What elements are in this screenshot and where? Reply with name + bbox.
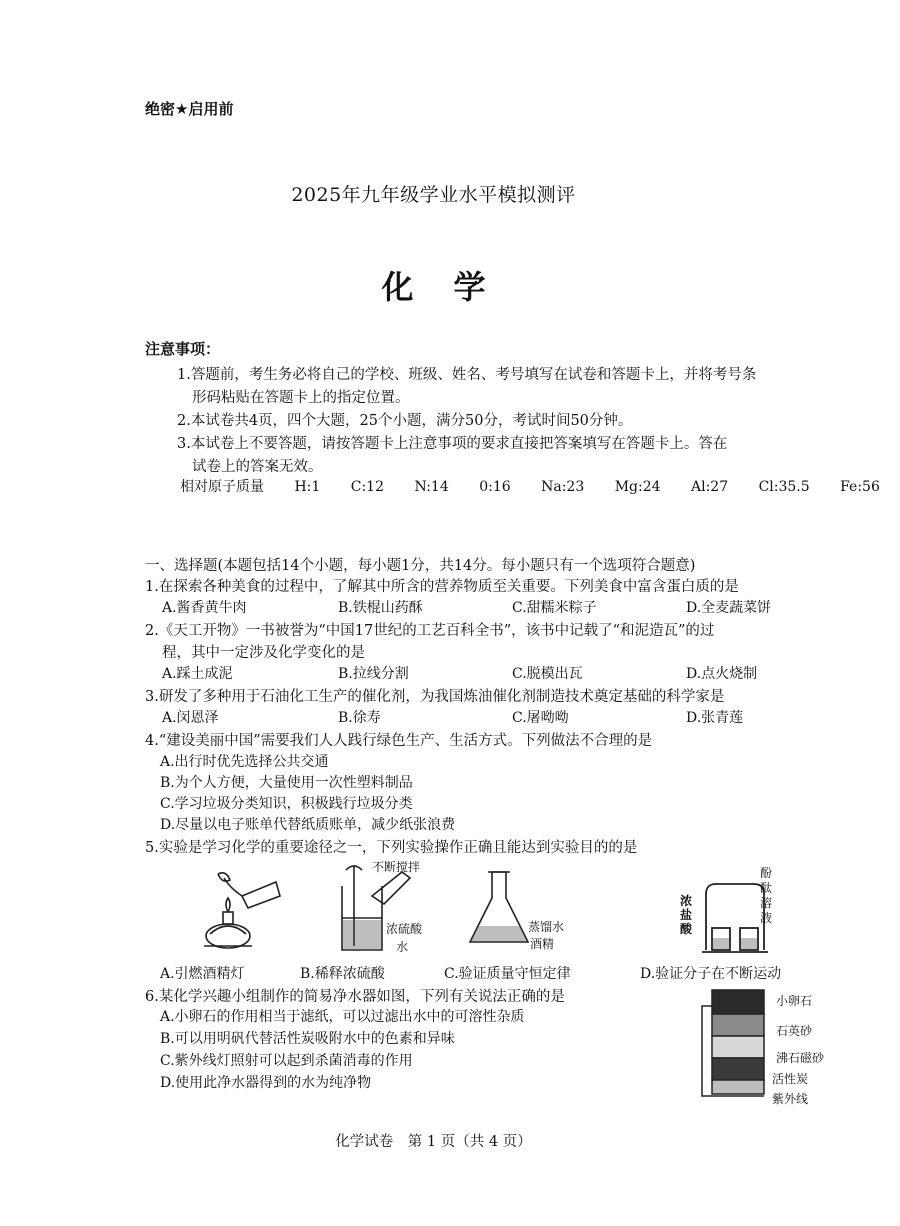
q4-option-d: D.尽量以电子账单代替纸质账单，减少纸张浪费 [160,817,456,833]
atomic-mass-h: H:1 [294,479,321,495]
q6-option-d: D.使用此净水器得到的水为纯净物 [160,1075,372,1091]
q3-option-d: D.张青莲 [686,710,744,726]
section-heading: 一、选择题(本题包括14个小题，每小题1分，共14分。每小题只有一个选项符合题意) [145,558,696,574]
q3-option-a: A.闵恩泽 [162,710,219,726]
figure-d-label-hcl: 浓盐酸 [680,894,693,936]
confidential-mark: 绝密★启用前 [145,100,234,118]
q4-stem: 4.“建设美丽中国”需要我们人人践行绿色生产、生活方式。下列做法不合理的是 [145,733,653,749]
figure-b-label-acid: 浓硫酸 [386,922,423,936]
q2-option-b: B.拉线分割 [338,666,409,682]
q5-option-d: D.验证分子在不断运动 [640,966,782,982]
atomic-mass-c: C:12 [350,479,384,495]
q2-stem-line2: 程，其中一定涉及化学变化的是 [162,645,365,661]
atomic-mass-n: N:14 [414,479,449,495]
figure-c-label-alcohol: 酒精 [530,937,555,951]
purifier-label-pebbles: 小卵石 [776,994,813,1008]
atomic-mass-o: 0:16 [479,479,511,495]
figure-d-label-phenol: 酚酞溶液 [760,866,773,925]
notes-heading: 注意事项： [145,340,221,358]
note-line-1: 1.答题前，考生务必将自己的学校、班级、姓名、考号填写在试卷和答题卡上，并将考号条 [177,367,757,383]
q6-option-a: A.小卵石的作用相当于滤纸，可以过滤出水中的可溶性杂质 [160,1009,525,1025]
atomic-mass-cl: Cl:35.5 [758,479,810,495]
q1-option-b: B.铁棍山药酥 [338,600,423,616]
note-line-3: 2.本试卷共4页，四个大题，25个小题，满分50分，考试时间50分钟。 [177,413,633,429]
subject-title: 化学 [381,268,526,306]
figure-c-label-distilled: 蒸馏水 [528,920,565,934]
purifier-label-uv: 紫外线 [772,1092,809,1106]
note-line-2: 形码粘贴在答题卡上的指定位置。 [192,390,410,406]
exam-title: 2025年九年级学业水平模拟测评 [291,184,576,206]
q5-option-b: B.稀释浓硫酸 [300,966,385,982]
q5-option-a: A.引燃酒精灯 [160,966,245,982]
note-line-4: 3.本试卷上不要答题，请按答题卡上注意事项的要求直接把答案填写在答题卡上。答在 [177,436,728,452]
atomic-mass-al: Al:27 [690,479,729,495]
q5-option-c: C.验证质量守恒定律 [444,966,571,982]
figure-b-label-water: 水 [396,940,409,954]
atomic-mass-fe: Fe:56 [840,479,880,495]
q4-option-c: C.学习垃圾分类知识，积极践行垃圾分类 [160,796,413,812]
atomic-mass-mg: Mg:24 [614,479,661,495]
q2-option-a: A.踩土成泥 [162,666,233,682]
figure-a-alcohol-lamps [190,862,290,962]
page-footer: 化学试卷 第 1 页（共 4 页） [335,1134,532,1150]
q3-option-c: C.屠呦呦 [512,710,569,726]
q3-stem: 3.研发了多种用于石油化工生产的催化剂，为我国炼油催化剂制造技术奠定基础的科学家是 [145,689,725,705]
q6-option-b: B.可以用明矾代替活性炭吸附水中的色素和异味 [160,1031,455,1047]
atomic-mass-na: Na:23 [541,479,585,495]
q3-option-b: B.徐寿 [338,710,381,726]
purifier-label-quartz-sand: 石英砂 [776,1024,813,1038]
figure-c-flask [464,868,534,948]
q1-option-a: A.酱香黄牛肉 [162,600,247,616]
purifier-label-carbon: 活性炭 [772,1072,809,1086]
figure-b-label-stir: 不断搅拌 [372,860,421,874]
q1-option-d: D.全麦蔬菜饼 [686,600,772,616]
note-line-5: 试卷上的答案无效。 [192,459,323,475]
purifier-label-zeolite: 沸石磁砂 [776,1051,825,1065]
q2-stem-line1: 2.《天工开物》一书被誉为“中国17世纪的工艺百科全书”，该书中记载了“和泥造瓦”的过 [145,623,715,639]
atomic-mass-row [180,476,900,496]
q2-option-c: C.脱模出瓦 [512,666,583,682]
q1-stem: 1.在探索各种美食的过程中，了解其中所含的营养物质至关重要。下列美食中富含蛋白质的是 [145,579,739,595]
q4-option-b: B.为个人方便，大量使用一次性塑料制品 [160,775,413,791]
q6-option-c: C.紫外线灯照射可以起到杀菌消毒的作用 [160,1053,413,1069]
q2-option-d: D.点火烧制 [686,666,758,682]
q6-stem: 6.某化学兴趣小组制作的简易净水器如图，下列有关说法正确的是 [145,989,565,1005]
q4-option-a: A.出行时优先选择公共交通 [160,754,329,770]
figure-water-purifier [694,986,774,1106]
q5-stem: 5.实验是学习化学的重要途径之一，下列实验操作正确且能达到实验目的的是 [145,840,638,856]
atomic-mass-label: 相对原子质量 [180,479,264,495]
q1-option-c: C.甜糯米粽子 [512,600,597,616]
